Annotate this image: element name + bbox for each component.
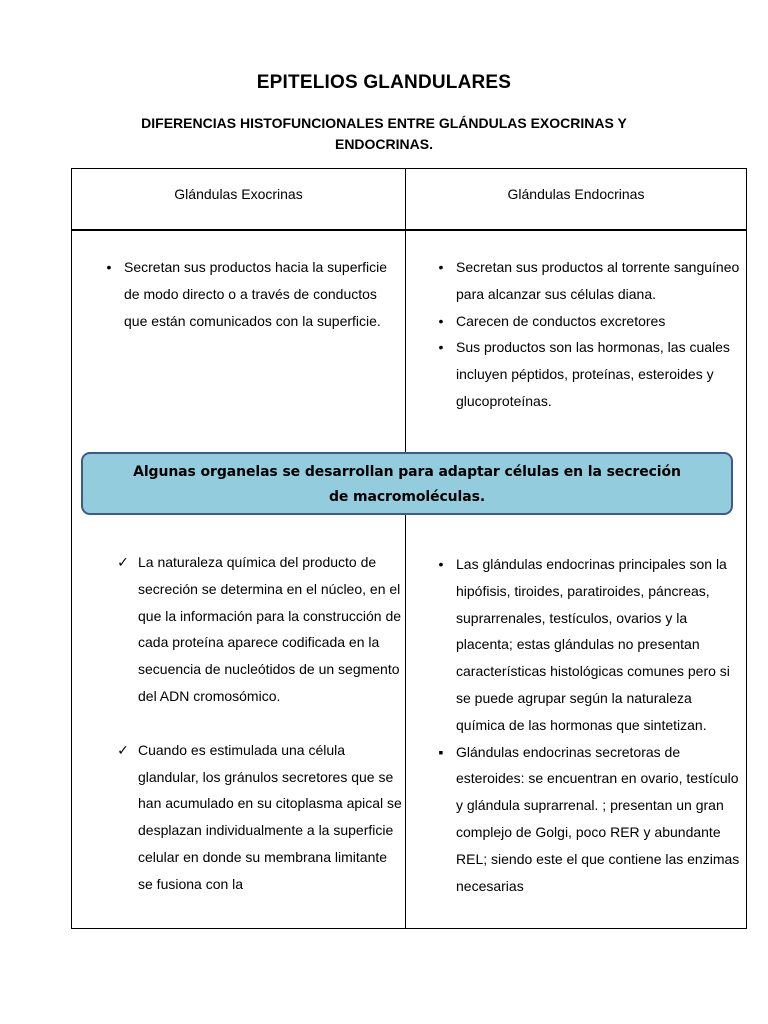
list-item — [434, 334, 744, 414]
bullet-icon: • — [438, 556, 444, 572]
bullet-icon: • — [438, 339, 444, 356]
bullet-icon: • — [106, 259, 112, 275]
bullet-icon: • — [438, 259, 444, 275]
list-item — [116, 549, 402, 710]
document-title: EPITELIOS GLANDULARES — [256, 72, 512, 93]
list-item — [102, 254, 398, 334]
list-item-text: Carecen de conductos excretores — [456, 312, 666, 329]
list-item-text: La naturaleza química del producto de secreción se determina en el núcleo, en el que la información para la construcción de cada proteína aparece codificada en la secuencia de nucleótidos de un segmento del ADN cromosómico. — [138, 554, 402, 704]
header-endocrine: Glándulas Endocrinas — [507, 186, 645, 202]
list-item — [434, 551, 744, 739]
list-item — [116, 737, 402, 898]
list-item-text: Glándulas endocrinas secretoras de esteroides: se encuentran en ovario, testículo y glándula suprarrenal. ; presentan un gran complejo de Golgi, poco RER y abundante REL; siendo este el que contiene las enzimas necesarias — [456, 743, 740, 894]
column-divider — [405, 169, 406, 928]
checkmark-icon: ✓ — [117, 554, 129, 570]
list-item — [434, 254, 744, 308]
bullet-icon: • — [438, 312, 444, 329]
callout-box: Algunas organelas se desarrollan para adaptar células en la secreción de macromoléculas. — [81, 452, 733, 515]
header-exocrine: Glándulas Exocrinas — [174, 186, 303, 202]
list-item — [434, 308, 744, 335]
endocrine-lower-list — [434, 551, 744, 899]
exocrine-upper-list — [102, 254, 398, 334]
list-item-text: Cuando es estimulada una célula glandular, los gránulos secretores que se han acumulado en su citoplasma apical se desplazan individualmente a la superficie celular en donde su membrana limitante se fusiona con la — [138, 741, 402, 892]
header-divider — [72, 229, 746, 231]
list-item-text: Sus productos son las hormonas, las cuales incluyen péptidos, proteínas, esteroides y glucoproteínas. — [456, 339, 730, 409]
list-item — [434, 739, 744, 900]
document-subtitle: DIFERENCIAS HISTOFUNCIONALES ENTRE GLÁNDULAS EXOCRINAS Y ENDOCRINAS. — [141, 115, 627, 152]
checkmark-icon: ✓ — [117, 741, 129, 758]
exocrine-lower-list — [116, 549, 402, 898]
list-item-text: Secretan sus productos al torrente sanguíneo para alcanzar sus células diana. — [456, 259, 740, 302]
list-item-text: Las glándulas endocrinas principales son la hipófisis, tiroides, paratiroides, páncreas, suprarrenales, testículos, ovarios y la placenta; estas glándulas no presentan características histológicas comunes pero si se puede agrupar según la naturaleza química de las hormonas que sintetizan. — [456, 556, 730, 733]
square-bullet-icon: ▪ — [438, 743, 444, 760]
comparison-table — [71, 168, 747, 929]
endocrine-upper-list — [434, 254, 744, 415]
list-item-text: Secretan sus productos hacia la superficie de modo directo o a través de conductos que están comunicados con la superficie. — [124, 259, 388, 329]
